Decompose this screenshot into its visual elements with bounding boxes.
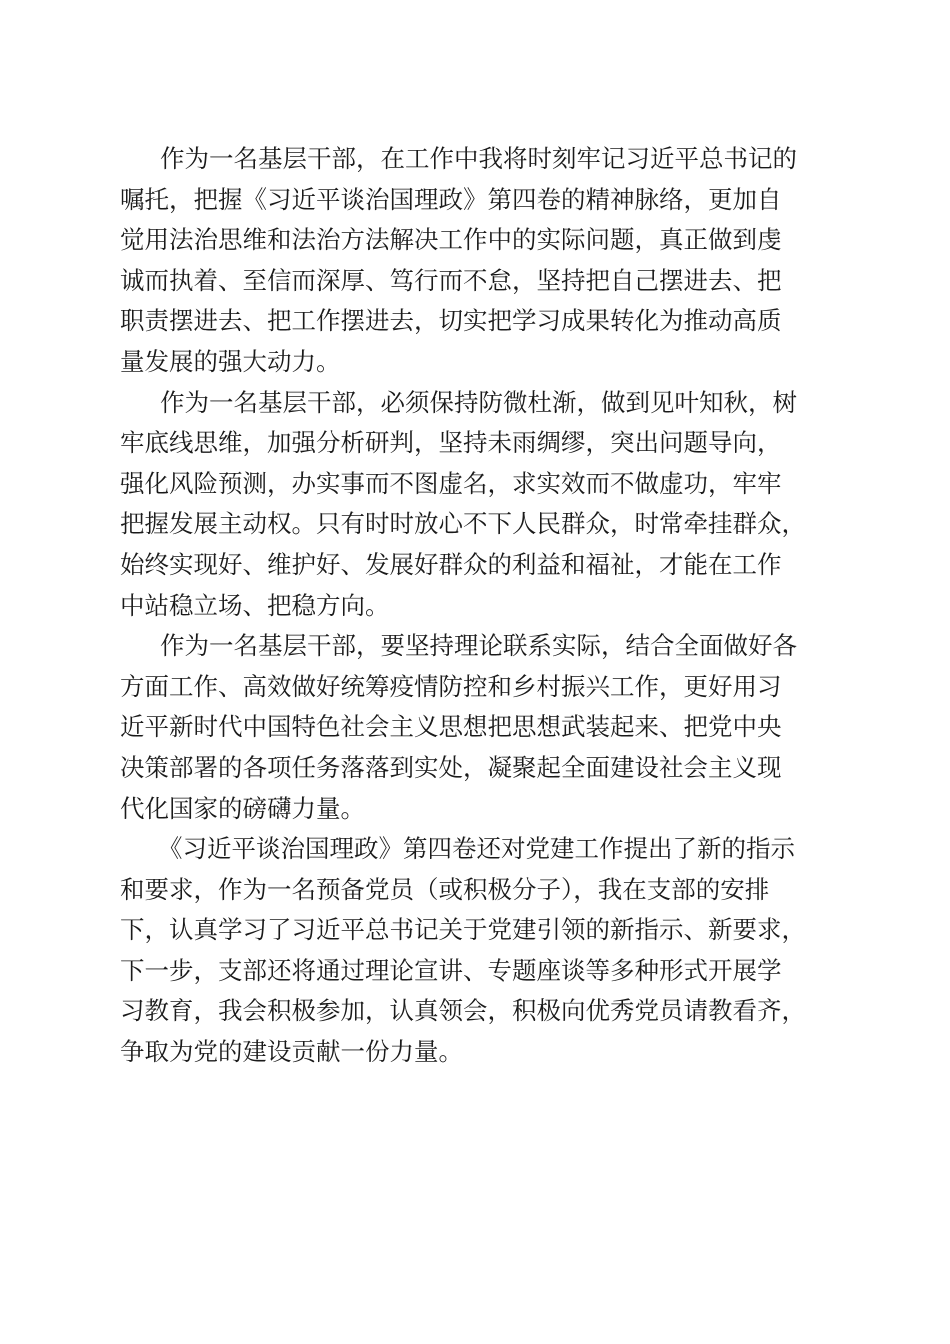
paragraph-line: 和要求，作为一名预备党员（或积极分子），我在支部的安排 <box>120 874 770 904</box>
paragraph-1 <box>120 139 840 383</box>
paragraph-line: 把握发展主动权。只有时时放心不下人民群众，时常牵挂群众， <box>120 509 806 539</box>
paragraph-2 <box>120 383 840 627</box>
paragraph-line: 量发展的强大动力。 <box>120 346 341 376</box>
document-body <box>120 139 840 1073</box>
paragraph-line: 决策部署的各项任务落落到实处，凝聚起全面建设社会主义现 <box>120 752 782 782</box>
paragraph-line: 始终实现好、维护好、发展好群众的利益和福祉，才能在工作 <box>120 549 782 579</box>
paragraph-line: 下一步，支部还将通过理论宣讲、专题座谈等多种形式开展学 <box>120 955 782 985</box>
paragraph-line: 诚而执着、至信而深厚、笃行而不怠，坚持把自己摆进去、把 <box>120 265 782 295</box>
paragraph-line: 职责摆进去、把工作摆进去，切实把学习成果转化为推动高质 <box>120 306 782 336</box>
paragraph-line: 下，认真学习了习近平总书记关于党建引领的新指示、新要求， <box>120 915 806 945</box>
paragraph-4 <box>120 829 840 1073</box>
paragraph-line: 强化风险预测，办实事而不图虚名，求实效而不做虚功，牢牢 <box>120 468 782 498</box>
paragraph-line: 觉用法治思维和法治方法解决工作中的实际问题，真正做到虔 <box>120 225 782 255</box>
paragraph-line: 作为一名基层干部，要坚持理论联系实际，结合全面做好各 <box>160 631 797 661</box>
paragraph-3 <box>120 626 840 829</box>
paragraph-line: 中站稳立场、把稳方向。 <box>120 590 390 620</box>
paragraph-line: 《习近平谈治国理政》第四卷还对党建工作提出了新的指示 <box>158 834 795 864</box>
paragraph-line: 争取为党的建设贡献一份力量。 <box>120 1037 463 1067</box>
paragraph-line: 作为一名基层干部，必须保持防微杜渐，做到见叶知秋，树 <box>160 387 797 417</box>
paragraph-line: 近平新时代中国特色社会主义思想把思想武装起来、把党中央 <box>120 712 782 742</box>
paragraph-line: 作为一名基层干部，在工作中我将时刻牢记习近平总书记的 <box>160 144 797 173</box>
paragraph-line: 代化国家的磅礴力量。 <box>120 793 365 823</box>
paragraph-line: 方面工作、高效做好统筹疫情防控和乡村振兴工作，更好用习 <box>120 671 782 701</box>
paragraph-line: 习教育，我会积极参加，认真领会，积极向优秀党员请教看齐， <box>120 996 806 1026</box>
paragraph-line: 嘱托，把握《习近平谈治国理政》第四卷的精神脉络，更加自 <box>120 184 782 214</box>
paragraph-line: 牢底线思维，加强分析研判，坚持未雨绸缪，突出问题导向， <box>120 428 782 458</box>
